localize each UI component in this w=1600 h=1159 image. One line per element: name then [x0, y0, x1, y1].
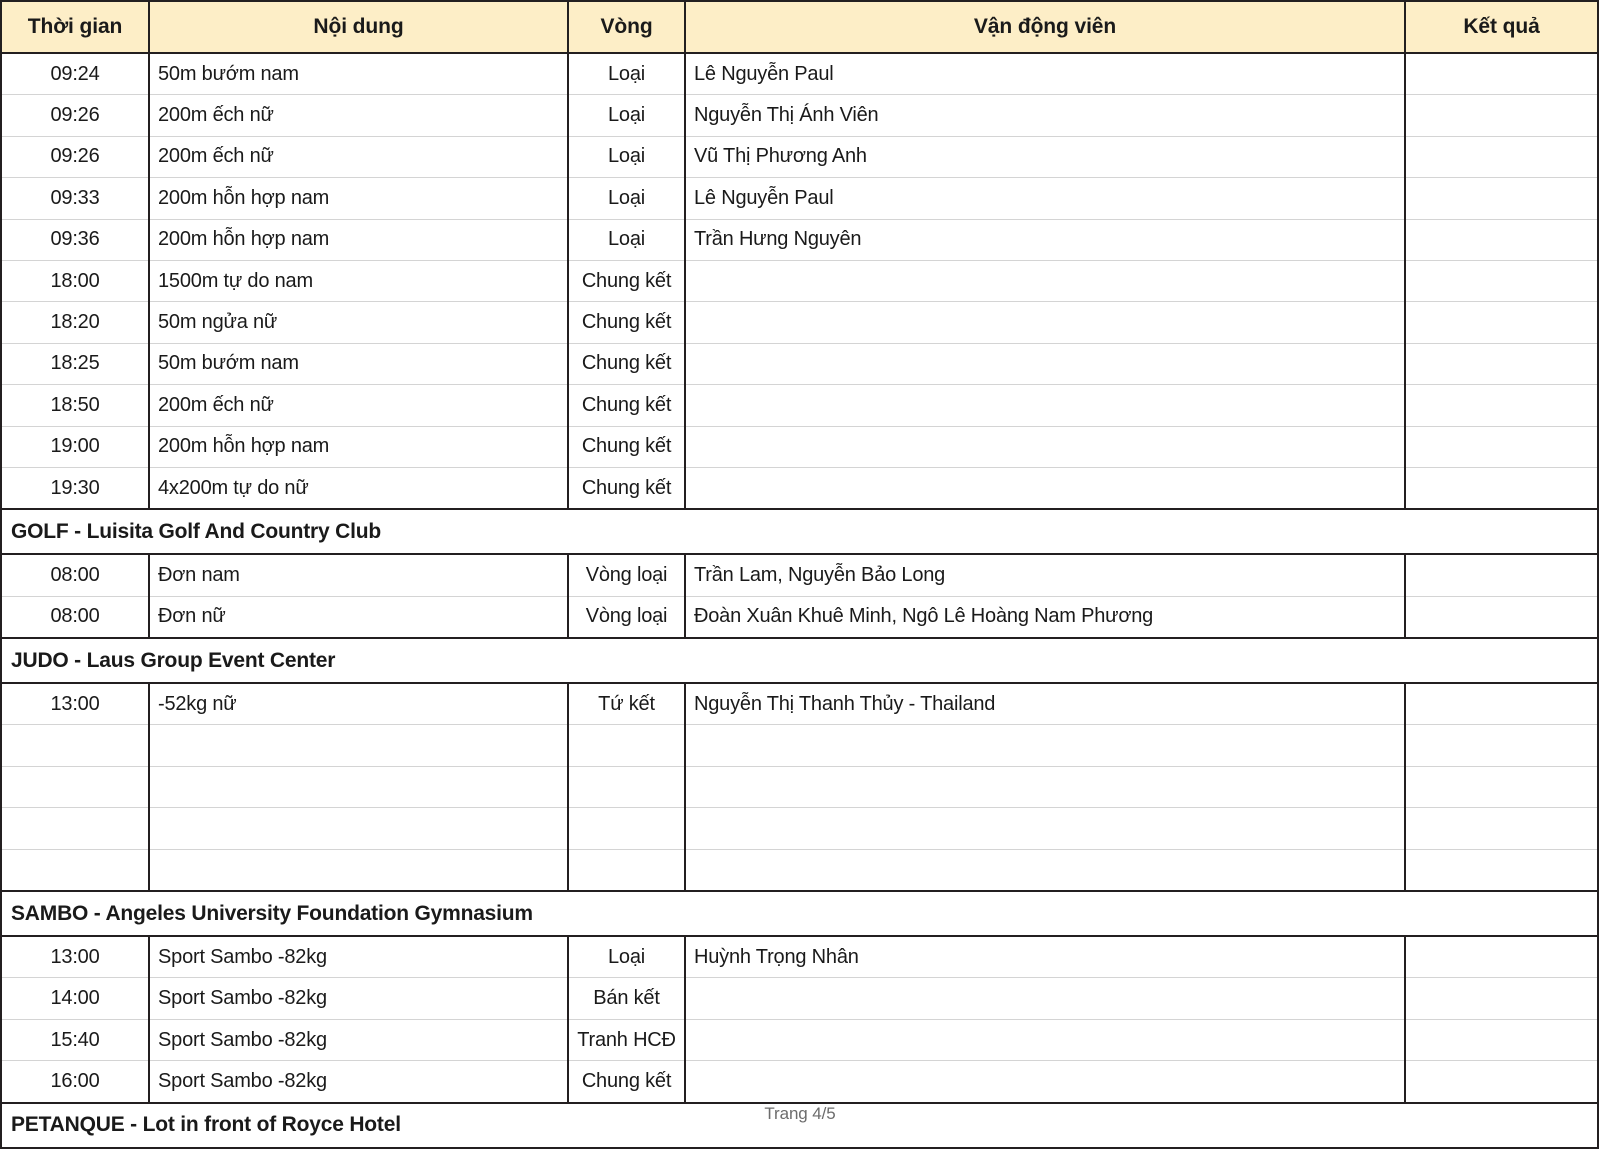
cell-time: 09:24 [1, 53, 149, 95]
table-row [1, 1019, 1598, 1060]
cell-time: 09:33 [1, 178, 149, 219]
cell-result [1405, 426, 1598, 467]
table-row [1, 178, 1598, 219]
cell-event: Sport Sambo -82kg [149, 936, 568, 978]
table-row [1, 1061, 1598, 1103]
cell-round: Loại [568, 136, 685, 177]
table-row-empty [1, 849, 1598, 891]
cell-event: Đơn nữ [149, 596, 568, 638]
cell-round: Tranh HCĐ [568, 1019, 685, 1060]
cell-time: 09:36 [1, 219, 149, 260]
cell-event: 200m ếch nữ [149, 95, 568, 136]
cell-athlete [685, 766, 1405, 807]
table-row [1, 978, 1598, 1019]
cell-result [1405, 766, 1598, 807]
cell-event [149, 766, 568, 807]
cell-result [1405, 596, 1598, 638]
cell-result [1405, 95, 1598, 136]
cell-round: Chung kết [568, 302, 685, 343]
cell-athlete [685, 849, 1405, 891]
cell-athlete: Đoàn Xuân Khuê Minh, Ngô Lê Hoàng Nam Phương [685, 596, 1405, 638]
cell-round: Loại [568, 178, 685, 219]
section-header-row [1, 509, 1598, 554]
cell-time: 14:00 [1, 978, 149, 1019]
section-title: JUDO - Laus Group Event Center [1, 638, 1598, 683]
table-row [1, 95, 1598, 136]
cell-result [1405, 53, 1598, 95]
cell-athlete [685, 467, 1405, 509]
cell-event: Sport Sambo -82kg [149, 1019, 568, 1060]
cell-event: 200m hỗn hợp nam [149, 219, 568, 260]
cell-time: 16:00 [1, 1061, 149, 1103]
cell-athlete [685, 1019, 1405, 1060]
column-header-round: Vòng [568, 1, 685, 53]
cell-result [1405, 385, 1598, 426]
cell-time: 13:00 [1, 936, 149, 978]
cell-time: 13:00 [1, 683, 149, 725]
cell-round: Chung kết [568, 1061, 685, 1103]
cell-result [1405, 219, 1598, 260]
cell-round: Loại [568, 53, 685, 95]
table-header [1, 1, 1598, 53]
cell-round: Chung kết [568, 426, 685, 467]
cell-round [568, 849, 685, 891]
cell-result [1405, 343, 1598, 384]
cell-round: Tứ kết [568, 683, 685, 725]
cell-athlete [685, 343, 1405, 384]
cell-event: 1500m tự do nam [149, 260, 568, 301]
cell-event [149, 808, 568, 849]
cell-round [568, 766, 685, 807]
cell-time: 18:50 [1, 385, 149, 426]
table-row [1, 136, 1598, 177]
cell-athlete: Huỳnh Trọng Nhân [685, 936, 1405, 978]
section-title: GOLF - Luisita Golf And Country Club [1, 509, 1598, 554]
cell-athlete: Lê Nguyễn Paul [685, 178, 1405, 219]
cell-result [1405, 260, 1598, 301]
table-row [1, 53, 1598, 95]
header-row [1, 1, 1598, 53]
cell-result [1405, 683, 1598, 725]
cell-time: 18:25 [1, 343, 149, 384]
cell-athlete [685, 385, 1405, 426]
cell-athlete: Trần Lam, Nguyễn Bảo Long [685, 554, 1405, 596]
cell-result [1405, 1019, 1598, 1060]
section-header-row [1, 638, 1598, 683]
cell-athlete: Lê Nguyễn Paul [685, 53, 1405, 95]
cell-event: 50m ngửa nữ [149, 302, 568, 343]
cell-time [1, 725, 149, 766]
cell-round: Vòng loại [568, 596, 685, 638]
table-body [1, 53, 1598, 1148]
cell-result [1405, 936, 1598, 978]
table-row [1, 936, 1598, 978]
cell-round: Chung kết [568, 467, 685, 509]
cell-athlete [685, 302, 1405, 343]
cell-time: 15:40 [1, 1019, 149, 1060]
cell-event: 200m hỗn hợp nam [149, 426, 568, 467]
cell-time [1, 766, 149, 807]
table-row-empty [1, 808, 1598, 849]
column-header-time: Thời gian [1, 1, 149, 53]
cell-time: 19:00 [1, 426, 149, 467]
cell-time: 08:00 [1, 596, 149, 638]
cell-result [1405, 554, 1598, 596]
cell-event [149, 725, 568, 766]
cell-round: Chung kết [568, 385, 685, 426]
cell-athlete: Nguyễn Thị Ánh Viên [685, 95, 1405, 136]
cell-round: Loại [568, 936, 685, 978]
cell-result [1405, 136, 1598, 177]
cell-time: 09:26 [1, 95, 149, 136]
cell-event [149, 849, 568, 891]
table-row [1, 219, 1598, 260]
cell-athlete [685, 426, 1405, 467]
cell-round: Vòng loại [568, 554, 685, 596]
cell-athlete [685, 725, 1405, 766]
table-row [1, 554, 1598, 596]
cell-athlete: Trần Hưng Nguyên [685, 219, 1405, 260]
cell-time: 18:00 [1, 260, 149, 301]
cell-event: 4x200m tự do nữ [149, 467, 568, 509]
column-header-athlete: Vận động viên [685, 1, 1405, 53]
cell-time: 18:20 [1, 302, 149, 343]
cell-time [1, 849, 149, 891]
cell-athlete [685, 808, 1405, 849]
table-row [1, 302, 1598, 343]
section-header-row [1, 891, 1598, 936]
table-row [1, 467, 1598, 509]
table-row-empty [1, 766, 1598, 807]
table-row [1, 385, 1598, 426]
cell-time [1, 808, 149, 849]
table-row [1, 683, 1598, 725]
cell-event: 200m ếch nữ [149, 385, 568, 426]
cell-time: 08:00 [1, 554, 149, 596]
cell-event: Sport Sambo -82kg [149, 1061, 568, 1103]
cell-round: Loại [568, 95, 685, 136]
page-indicator: Trang 4/5 [764, 1104, 836, 1123]
cell-round: Bán kết [568, 978, 685, 1019]
cell-result [1405, 178, 1598, 219]
cell-event: Sport Sambo -82kg [149, 978, 568, 1019]
cell-result [1405, 302, 1598, 343]
section-title: PETANQUE - Lot in front of Royce Hotel [1, 1103, 1598, 1148]
cell-athlete [685, 1061, 1405, 1103]
cell-event: 200m hỗn hợp nam [149, 178, 568, 219]
cell-time: 09:26 [1, 136, 149, 177]
cell-result [1405, 849, 1598, 891]
cell-round: Loại [568, 219, 685, 260]
cell-athlete [685, 978, 1405, 1019]
cell-round: Chung kết [568, 343, 685, 384]
table-row [1, 426, 1598, 467]
cell-round [568, 808, 685, 849]
section-title: SAMBO - Angeles University Foundation Gymnasium [1, 891, 1598, 936]
table-row [1, 343, 1598, 384]
column-header-result: Kết quả [1405, 1, 1598, 53]
table-row [1, 596, 1598, 638]
cell-time: 19:30 [1, 467, 149, 509]
cell-result [1405, 725, 1598, 766]
cell-event: Đơn nam [149, 554, 568, 596]
column-header-event: Nội dung [149, 1, 568, 53]
table-row [1, 260, 1598, 301]
table-row-empty [1, 725, 1598, 766]
cell-round: Chung kết [568, 260, 685, 301]
cell-result [1405, 467, 1598, 509]
cell-athlete [685, 260, 1405, 301]
cell-result [1405, 808, 1598, 849]
cell-event: 50m bướm nam [149, 53, 568, 95]
cell-athlete: Nguyễn Thị Thanh Thủy - Thailand [685, 683, 1405, 725]
cell-event: -52kg nữ [149, 683, 568, 725]
cell-result [1405, 1061, 1598, 1103]
cell-event: 200m ếch nữ [149, 136, 568, 177]
cell-athlete: Vũ Thị Phương Anh [685, 136, 1405, 177]
cell-event: 50m bướm nam [149, 343, 568, 384]
cell-round [568, 725, 685, 766]
cell-result [1405, 978, 1598, 1019]
